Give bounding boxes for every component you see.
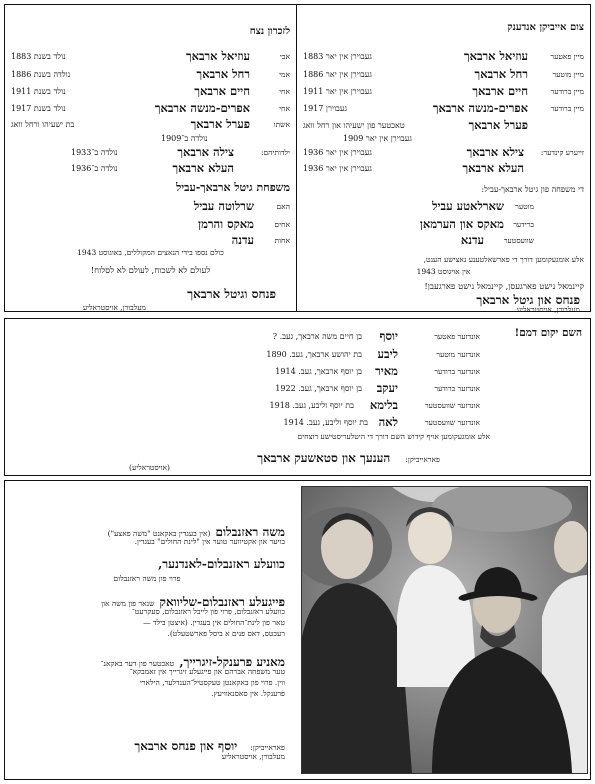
- memorial-note: כולם נספו בידי הנאצים המקוללים, באוגוסט 1943: [77, 248, 224, 257]
- person-row: מיין מוטער רחל ארבאך געבוירן אין יאר 1886: [303, 67, 584, 81]
- person-row: מיין ברודער אפרים-מנשה ארבאך געבוירן 1917: [303, 101, 584, 115]
- signature-label: פאראייביקן:: [405, 455, 440, 464]
- box-header: השם יקום דמם!: [514, 327, 582, 339]
- memorial-note: אלע אומגעקומען אויף קידוש השם דורך די היטלעריסטישע רוצחים: [297, 432, 490, 441]
- person-row: אונדזער שוועסטער לאה בת יוסף וליבע, געב. 1914: [283, 415, 480, 429]
- person-description: טער משפחה אברהם און פייגעלע זיגרייך אין זאמבקא־: [129, 667, 285, 676]
- person-row: אונדזער מוטער ליבע בת יהושע ארבאך, געב. 1890: [266, 347, 480, 361]
- person-row: העלא ארבאך געבוירן אין יאר 1936: [303, 161, 524, 175]
- person-name: כוועלע ראזנבלום-לאנדנער,: [158, 557, 285, 571]
- signature: פנחס וגיטל ארבאך: [187, 287, 276, 301]
- person-name: פייגעלע ראזנבלום-שליוואק: [159, 595, 285, 609]
- family-row: שוועסטער עדנא: [460, 233, 534, 247]
- person-description: פרענקל. אין סאסנאוויעץ.: [211, 689, 285, 698]
- signature: הענעך און סטאשעק ארבאך: [257, 451, 391, 465]
- person-row: אונדזער שוועסטער בלימא בת יוסף וליבע, געב. 1918: [269, 398, 480, 412]
- person-name: מאניע פרענקל-זיגרייך,: [179, 655, 285, 669]
- memorial-motto: קיינמאל נישט פארגעסן, קיינמאל נישט פארגעבן!: [424, 282, 584, 292]
- family-row: האם שרלוטה עביל: [193, 199, 290, 213]
- memorial-note: אלע אומגעקומען דורך די פארשאלטענע נאצישע הענט,: [423, 255, 584, 264]
- family-row: ברידער מאקס און הערמאן: [419, 217, 534, 231]
- box-header: צום אייביקן אנדענק: [507, 22, 584, 33]
- person-row: אשתו פערל ארבאך בת ישעיהו ורחל וואג: [11, 117, 290, 131]
- person-note: (אין בעגדין באקאנט "משה פאצע"): [107, 529, 211, 538]
- family-row: מוטער שארלאטע עביל: [432, 199, 534, 213]
- family-photo-image: [302, 487, 587, 773]
- person-note: שנאר פון משה און: [101, 599, 155, 608]
- person-row: געבוירן אין יאר 1909: [343, 134, 412, 143]
- family-row: אחים מאקס והרמן: [198, 217, 290, 231]
- family-photo: [301, 486, 588, 774]
- person-row: אונדזער ברודער מאיר בן יוסף ארבאך, געב. 1914: [275, 364, 480, 378]
- memorial-box-middle: [4, 318, 591, 476]
- person-description: כוועלע ראזנבלום, פרוי פון לייבל ראזנבלום, סעקרעט־: [131, 607, 285, 616]
- person-row: מיין ברודער חיים ארבאך געבוירן אין יאר 1911: [303, 84, 584, 98]
- person-name: משה ראזנבלום: [215, 525, 285, 539]
- person-row: אמי רחל ארבאך נולדה בשנת 1886: [11, 67, 290, 81]
- person-row: מיין פאטער עוזיאל ארבאך געבוירן אין יאר 1883: [303, 49, 584, 63]
- person-row: העלא ארבאך נולדה ב־1936: [71, 161, 234, 175]
- family-title: די משפחה פון גיטל ארבאך-עביל:: [481, 185, 584, 194]
- person-row: אונדזער ברודער יעקב בן יוסף ארבאך, געב. 1922: [275, 381, 480, 395]
- person-row: ילדותיהם: צילה ארבאך נולדה ב־1933: [71, 145, 290, 159]
- signature-location: מעלבורן, אויסטראליע: [516, 305, 580, 314]
- signature-location: (אויסטראליע): [129, 463, 170, 472]
- box-header: לזכרון נצח: [249, 26, 290, 37]
- person-note: טאכטער פון דער באקאנ־: [100, 659, 175, 668]
- person-row: נולדה ב־1909: [161, 134, 208, 143]
- person-row: אחי אפרים-מנשה ארבאך נולד בשנת 1917: [11, 101, 290, 115]
- signature: יוסף און פנחס ארבאך: [134, 739, 238, 753]
- signature-label: פאראייביקן:: [250, 743, 285, 752]
- signature-location: מעלבורן, אויסטראליע: [82, 303, 146, 312]
- signature-location: מעלבורן, אויסטראליע: [221, 752, 285, 761]
- family-title: משפחת גיטל ארבאך-עביל: [176, 181, 290, 194]
- memorial-box-yiddish: [296, 4, 591, 312]
- memorial-note: אין אויגוסט 1943: [416, 267, 471, 276]
- person-description: רעכטס, דאס פנים א ביסל פארשטעלט).: [167, 629, 285, 638]
- person-description: פרוי פון משה ראזנבלום: [113, 574, 181, 583]
- person-row: אונדזער פאטער יוסף בן חיים משה ארבאך, געב. ?: [272, 329, 480, 343]
- person-row: פערל ארבאך טאכטער פון ישעיהו און רחל וואג: [303, 118, 528, 132]
- person-description: טאר פון לינת־החולים אין בעגדין. (איצטן בילד —: [143, 618, 285, 627]
- person-description: ווין. פרוי פון באקאנטן טעקסטיל־הענדלער, הילארי: [139, 678, 285, 687]
- person-description: בויער און אקטיווער טוער אין "לינת החולים" בעגדין.: [134, 537, 285, 546]
- person-row: זייערע קינדער: צילא ארבאך געבוירן אין יאר 1936: [303, 145, 584, 159]
- family-row: אחות עדנה: [231, 233, 290, 247]
- person-row: אחי חיים ארבאך נולד בשנת 1911: [11, 84, 290, 98]
- memorial-box-hebrew: [4, 4, 297, 312]
- signature: פנחס און גיטל ארבאך: [476, 293, 580, 307]
- person-row: אבי עוזיאל ארבאך נולד בשנת 1883: [11, 49, 290, 63]
- memorial-motto: לעולם לא לשכוח, לעולם לא לסלוח!: [90, 266, 211, 276]
